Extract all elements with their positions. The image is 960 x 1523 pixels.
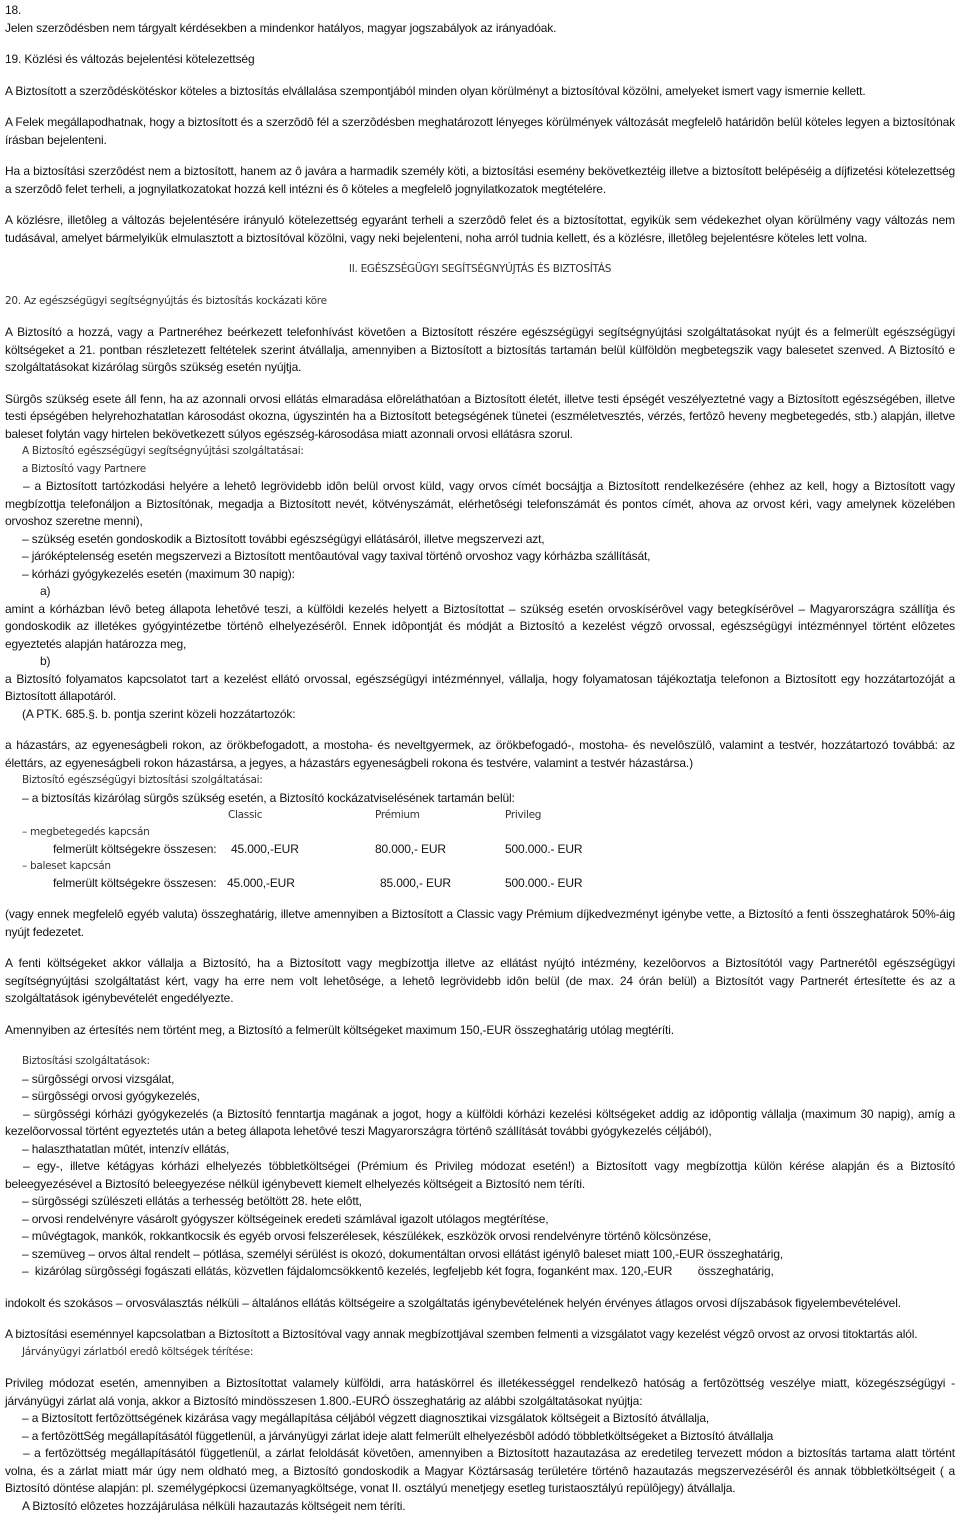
list-item: – szükség esetén gondoskodik a Biztosított további egészségügyi ellátásáról, illetve megszervezi azt, (5, 531, 955, 549)
table-cell: 85.000,- EUR (380, 876, 451, 890)
partner-line: a Biztosító vagy Partnere (22, 462, 146, 475)
list-item: – kizárólag sürgôsségi fogászati ellátás, közvetlen fájdalomcsökkentô kezelés, legfeljebb két fogra, foganként max. 120,-EUR összeghatárig, (5, 1263, 955, 1281)
item-label-a: a) (40, 584, 51, 598)
coverage-table (5, 807, 955, 892)
list-item: – a biztosítás kizárólag sürgôs szükség esetén, a Biztosító kockázatviselésének tartamán belül: (5, 790, 955, 808)
paragraph: (vagy ennek megfelelô egyéb valuta) összeghatárig, illetve amennyiben a Biztosított a Classic vagy Prémium díjkedvezményt igénybe vette, a Biztosító a fenti összeghatárok 50%-áig nyújt fedezetet. (5, 907, 955, 939)
list-item-text: a Biztosított tartózkodási helyére a lehetô legrövidebb idôn belül orvost küld, vagy orvos címét bocsájtja a Biztosított rendelkezésére (ehhez az kell, hogy a Biztosított vagy megbízottja telefonáljon a Biztosítónak, megadja a Biztosított nevét, kötvényszámát, elérhetôségi telefonszámát és pontos címét, ahova az orvost kéri, vagy amelynek közelében orvoshoz szeretne menni), (5, 479, 955, 528)
table-cell: 500.000.- EUR (505, 876, 583, 890)
section-19-title: 19. Közlési és változás bejelentési kötelezettség (5, 52, 255, 66)
insurance-services-title: Biztosító egészségügyi biztosítási szolgáltatásai: (22, 774, 263, 786)
table-row (5, 875, 955, 892)
paragraph: A Felek megállapodhatnak, hogy a biztosított és a szerzôdô fél a szerzôdésben meghatározott lényeges körülmények változását megfelelô határidôn belül köteles legyen a biztosítónak írásban bejelenteni. (5, 115, 955, 147)
list-item-text: sürgôsségi kórházi gyógykezelés (a Biztosító fenntartja magának a jogot, hogy a külföldi kórházi kezelési költségeket addig az idôpontig vállalja (maximum 30 napig), amíg a kezelôorvossal történt egyeztetés után a beteg állapota lehetôvé teszi Magyarországra történô szállítását további gyógykezelés céljából), (5, 1106, 955, 1138)
services-list-title: Biztosítási szolgáltatások: (22, 1055, 150, 1067)
services-title: A Biztosító egészségügyi segítségnyújtási szolgáltatásai: (22, 445, 304, 457)
table-cell: 45.000,-EUR (227, 876, 295, 890)
quarantine-title: Járványügyi zárlatból eredô költségek térítése: (22, 1345, 254, 1358)
list-item-text: a fertôzöttség megállapításától függetlenül, a zárlat feloldását követôen, amennyiben a Biztosított hazautazása az eredetileg tervezett módon a biztosítás tartama alatt történt volna, és a zárlat miatt már úgy nem oldható meg, a Biztosító gondoskodik a Magyar Köztársaság területére történô hazautazás megszervezésérôl és annak többletköltségeit ( a Biztosító döntése alapján: pl. személygépkocsi üzemanyagköltsége, vonat II. osztályú menetjegy esetleg turistaosztályú repülôjegy) átvállalja. (5, 1446, 955, 1495)
table-row (5, 824, 955, 841)
column-header: Prémium (375, 809, 420, 821)
list-item: – sürgôsségi orvosi vizsgálat, (5, 1071, 955, 1089)
column-header: Classic (228, 809, 263, 821)
paragraph: amint a kórházban lévô beteg állapota lehetôvé teszi, a külföldi kezelés helyett a Biztosítottat – szükség esetén orvoskísérôvel vagy betegkísérôvel – Magyarországra szállítja és gondoskodik az illetékes gyógyintézetbe történô elhelyezésérôl. Ennek idôpontját és módját a Biztosító a kezelést végzô orvossal, egészségügyi intézménnyel történt elôzetes egyeztetés alapján határozza meg, (5, 601, 955, 651)
table-cell: 45.000,-EUR (231, 842, 299, 856)
table-row (5, 841, 955, 858)
section-20-title: 20. Az egészségügyi segítségnyújtás és biztosítás kockázati köre (5, 294, 327, 307)
list-item-text: egy-, illetve kétágyas kórházi elhelyezés többletköltségei (Prémium és Privileg módozat esetén!) a Biztosított vagy megbízottja külön kérése alapján és a Biztosító beleegyezésével a Biztosító beleegyezése nélkül igénybevett kiemelt elhelyezés költségeit a Biztosító nem téríti. (5, 1159, 955, 1191)
list-item (5, 1106, 955, 1141)
paragraph: Amennyiben az értesítés nem történt meg, a Biztosító a felmerült költségeket maximum 150,-EUR összeghatárig utólag megtéríti. (5, 1022, 674, 1037)
column-header: Privileg (505, 809, 542, 821)
governing-law-text: Jelen szerzôdésben nem tárgyalt kérdésekben a mindenkor hatályos, magyar jogszabályok az irányadóak. (5, 20, 557, 35)
table-cell: 500.000.- EUR (505, 842, 583, 856)
list-item: – szemüveg – orvos által rendelt – pótlása, személyi sérülést is okozó, dokumentáltan orvosi ellátást igénylô baleset miatt 100,-EUR összeghatárig, (5, 1246, 955, 1264)
paragraph: A Biztosító elôzetes hozzájárulása nélküli hazautazás költségeit nem téríti. (22, 1498, 406, 1513)
paragraph: Sürgôs szükség esete áll fenn, ha az azonnali orvosi ellátás elmaradása elôreláthatóan a Biztosított életét, illetve testi épségét veszélyeztetné vagy a Biztosított egészségében, illetve testi épségében helyrehozhatatlan károsodást okozna, úgyszintén ha a Biztosított betegségének tünetei (eszméletvesztés, vérzés, fertôzô heveny megbetegedés, stb.) alapján, illetve baleset folytán vagy hirtelen bekövetkezett súlyos egészség-károsodása miatt azonnali orvosi ellátásra szorul. (5, 391, 955, 441)
row-category: – baleset kapcsán (22, 858, 111, 875)
paragraph: A közlésre, illetôleg a változás bejelentésére irányuló kötelezettség egyaránt terheli a szerzôdô felet és a biztosítottat, egyikük sem védekezhet olyan körülmény vagy változás nem tudásával, amelyet bármelyikük elmulasztott a biztosítóval közölni, vagy neki bejelenteni, noha arról tudnia kellett, és a közlésre, illetôleg bejelentésre köteles lett volna. (5, 213, 955, 245)
paragraph: A fenti költségeket akkor vállalja a Biztosító, ha a Biztosított vagy megbízottja illetve az ellátást nyújtó intézmény, kezelôorvos a Biztosítótól vagy Partnerétôl egészségügyi segítségnyújtási szolgáltatást kért, vagy ha erre nem volt lehetôsége, a lehetô legrövidebb idôn belül (de max. 24 órán belül) a Biztosítót vagy Partnerét értesítette és az a szolgáltatások igénybevételét engedélyezte. (5, 956, 955, 1005)
list-item: – halaszthatatlan mûtét, intenzív ellátás, (5, 1141, 955, 1159)
paragraph: a házastárs, az egyeneságbeli rokon, az örökbefogadott, a mostoha- és neveltgyermek, az örökbefogadó-, mostoha- és nevelôszülô, valamint a testvér, hozzátartozó továbbá: az élettárs, az egyeneságbeli rokon házastársa, a jegyes, a házastárs egyeneságbeli rokona és testvére, valamint a testvér házastársa.) (5, 738, 955, 770)
list-item: – a Biztosított fertôzöttségének kizárása vagy megállapítása céljából végzett diagnosztikai vizsgálatok költségeit a Biztosító átvállalja, (5, 1410, 955, 1428)
list-item: – sürgôsségi orvosi gyógykezelés, (5, 1088, 955, 1106)
list-item: – járóképtelenség esetén megszervezi a Biztosított mentôautóval vagy taxival történô orvoshoz vagy kórházba szállítását, (5, 548, 955, 566)
list-item (5, 478, 955, 531)
item-label-b: b) (40, 654, 51, 668)
list-item (5, 1445, 955, 1498)
paragraph: indokolt és szokásos – orvosválasztás nélküli – általános ellátás költségeire a szolgáltatás igénybevételének helyén érvényes átlagos orvosi díjszabások figyelembevételével. (5, 1295, 901, 1310)
table-cell: 80.000,- EUR (375, 842, 446, 856)
paragraph: A Biztosított a szerzôdéskötéskor köteles a biztosítás elvállalása szempontjából minden olyan körülményt a biztosítóval közölni, amelyeket ismert vagy ismernie kellett. (5, 83, 866, 98)
paragraph: Privileg módozat esetén, amennyiben a Biztosítottat valamely külföldi, arra hatáskörrel és illetékességgel rendelkezô hatóság a fertôzöttség veszélye miatt, közegészségügyi - járványügyi zárlat alá vonja, akkor a Biztosító mindösszesen 1.800.-EURÓ összeghatárig az alábbi szolgáltatásokat nyújtja: (5, 1376, 955, 1408)
row-label: felmerült költségekre összesen: (53, 876, 217, 890)
list-item: – sürgôsségi szülészeti ellátás a terhesség betöltött 28. hete elôtt, (5, 1193, 955, 1211)
row-label: felmerült költségekre összesen: (53, 842, 217, 856)
list-item: – kórházi gyógykezelés esetén (maximum 30 napig): (5, 566, 955, 584)
paragraph: a Biztosító folyamatos kapcsolatot tart a kezelést ellátó orvossal, egészségügyi intézménnyel, vállalja, hogy folyamatosan tájékoztatja telefonon a Biztosított egy hozzátartozóját a Biztosított állapotáról. (5, 671, 955, 703)
table-header-row (5, 807, 955, 824)
list-item: – orvosi rendelvényre vásárolt gyógyszer költségeinek eredeti számlával igazolt utólagos megtérítése, (5, 1211, 955, 1229)
table-row (5, 858, 955, 875)
paragraph: A biztosítási eseménnyel kapcsolatban a Biztosított a Biztosítóval vagy annak megbízottjával szemben felmenti a vizsgálatot vagy kezelést végzô orvost az orvosi titoktartás alól. (5, 1327, 918, 1341)
row-category: – megbetegedés kapcsán (22, 824, 149, 841)
list-item: – mûvégtagok, mankók, rokkantkocsik és egyéb orvosi felszerélesek, készülékek, eszközök orvosi rendelvényre történô kölcsönzése, (5, 1228, 955, 1246)
list-item: – a fertôzöttSég megállapításától függetlenül, a járványügyi zárlat ideje alatt felmerült elhelyezésbôl adódó többletköltségeket a Biztosító átvállalja (5, 1428, 955, 1446)
paragraph: Ha a biztosítási szerzôdést nem a biztosított, hanem az ô javára a harmadik személy köti, a biztosítási esemény bekövetkeztéig illetve a biztosított belépéséig a díjfizetési kötelezettség a szerzôdô felet terheli, a jognyilatkozatokat hozzá kell intézni és ô köteles a megfelelô jognyilatkozatok megtételére. (5, 164, 955, 196)
section-2-heading: II. EGÉSZSÉGÜGYI SEGÍTSÉGNYÚJTÁS ÉS BIZTOSÍTÁS (348, 263, 612, 275)
list-item (5, 1158, 955, 1193)
ptk-reference: (A PTK. 685.§. b. pontja szerint közeli hozzátartozók: (22, 706, 296, 721)
section-number-18: 18. (5, 3, 22, 17)
paragraph: A Biztosító a hozzá, vagy a Partneréhez beérkezett telefonhívást követôen a Biztosított részére egészségügyi segítségnyújtási szolgáltatásokat nyújt és a felmerült egészségügyi költségeket a 21. pontban részletezett feltételek szerint átvállalja, amennyiben a Biztosított a biztosítás tartamán belül külföldön megbetegszik vagy balesetet szenved. A Biztosító e szolgáltatásokat kizárólag sürgôs szükség esetén nyújtja. (5, 325, 955, 374)
